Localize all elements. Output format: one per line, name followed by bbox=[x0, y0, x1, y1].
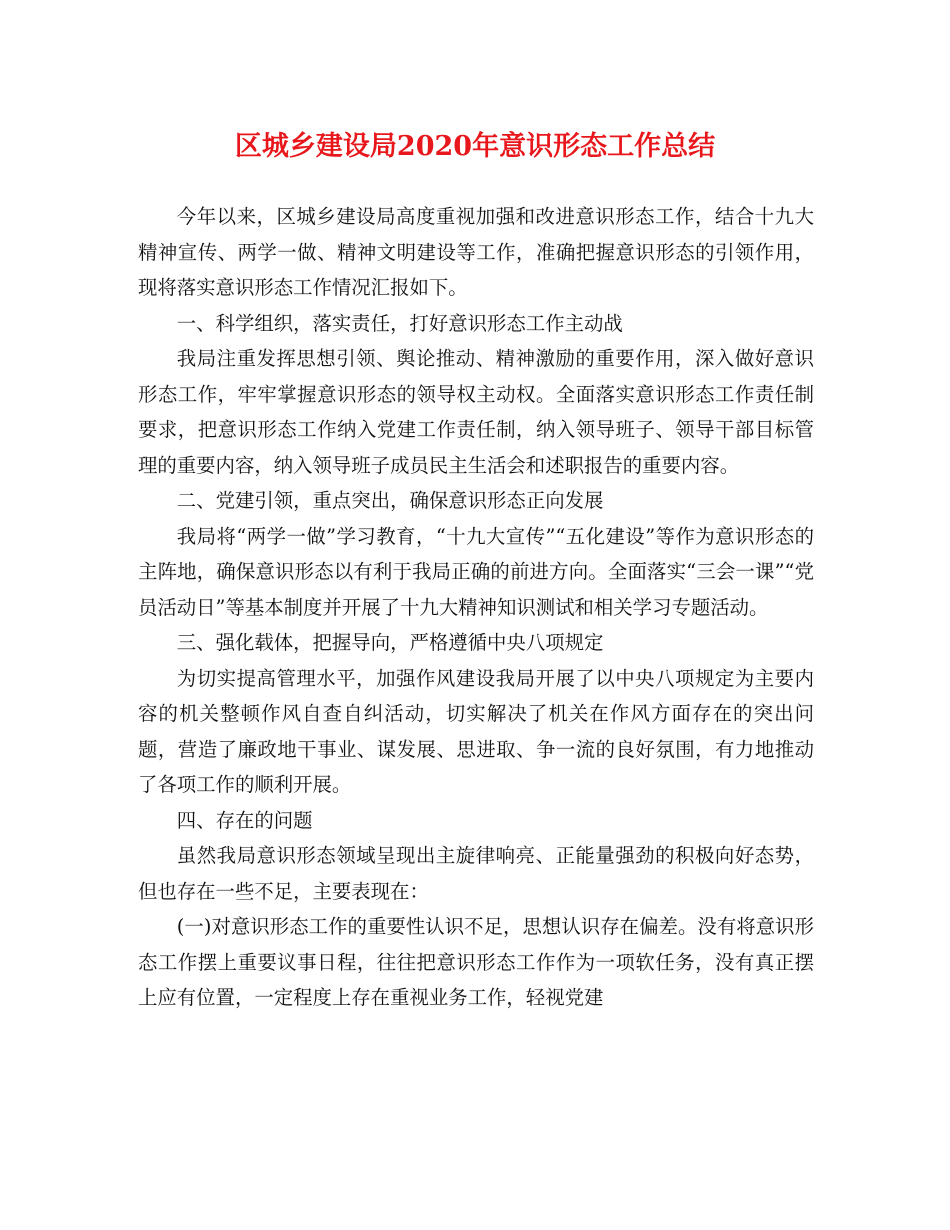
document-title: 区城乡建设局2020年意识形态工作总结 bbox=[234, 131, 716, 162]
section-heading-3: 三、强化载体，把握导向，严格遵循中央八项规定 bbox=[176, 631, 604, 654]
section-heading-4: 四、存在的问题 bbox=[176, 808, 313, 832]
section-4-intro-paragraph: 虽然我局意识形态领域呈现出主旋律响亮、正能量强劲的积极向好态势，但也存在一些不足，主要表现在： bbox=[138, 844, 814, 903]
section-heading-2: 二、党建引领，重点突出，确保意识形态正向发展 bbox=[176, 489, 604, 512]
intro-paragraph: 今年以来，区城乡建设局高度重视加强和改进意识形态工作，结合十九大精神宣传、两学一做、精神文明建设等工作，准确把握意识形态的引领作用，现将落实意识形态工作情况汇报如下。 bbox=[138, 205, 814, 299]
document-body bbox=[138, 199, 814, 1016]
section-3-paragraph: 为切实提高管理水平，加强作风建设我局开展了以中央八项规定为主要内容的机关整顿作风自查自纠活动，切实解决了机关在作风方面存在的突出问题，营造了廉政地干事业、谋发展、思进取、争一流的良好氛围，有力地推动了各项工作的顺利开展。 bbox=[138, 666, 814, 796]
section-4-item-1-paragraph: (一)对意识形态工作的重要性认识不足，思想认识存在偏差。没有将意识形态工作摆上重要议事日程，往往把意识形态工作作为一项软任务，没有真正摆上应有位置，一定程度上存在重视业务工作，轻视党建 bbox=[138, 915, 814, 1009]
section-heading-1: 一、科学组织，落实责任，打好意识形态工作主动战 bbox=[176, 311, 623, 335]
section-2-paragraph: 我局将“两学一做”学习教育，“十九大宣传”“五化建设”等作为意识形态的主阵地，确保意识形态以有利于我局正确的前进方向。全面落实“三会一课”“党员活动日”等基本制度并开展了十九大精神知识测试和相关学习专题活动。 bbox=[138, 524, 814, 619]
section-1-paragraph: 我局注重发挥思想引领、舆论推动、精神激励的重要作用，深入做好意识形态工作，牢牢掌握意识形态的领导权主动权。全面落实意识形态工作责任制要求，把意识形态工作纳入党建工作责任制，纳入领导班子、领导干部目标管理的重要内容，纳入领导班子成员民主生活会和述职报告的重要内容。 bbox=[138, 347, 814, 477]
